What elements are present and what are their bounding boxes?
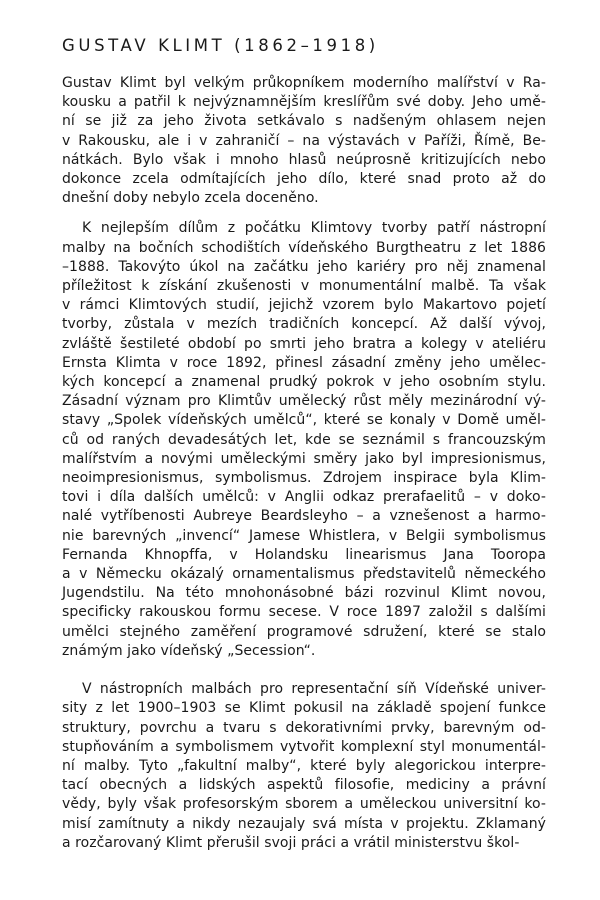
text-line: Gustav Klimt byl velkým průkopníkem moderního malířství v Ra- xyxy=(62,75,546,91)
text-line: tovi i díla dalších umělců: v Anglii odkaz prerafaelitů – v doko- xyxy=(62,489,546,506)
chapter-heading: GUSTAV KLIMT (1862–1918) xyxy=(62,36,379,55)
text-line: kých koncepcí a znamenal prudký pokrok v jeho osobním stylu. xyxy=(62,374,546,391)
text-line: a v Německu okázalý ornamentalismus představitelů německého xyxy=(62,566,546,583)
text-line: specificky rakouskou formu secese. V roce 1897 založil s dalšími xyxy=(62,604,546,621)
text-line: dokonce zcela odmítajících jeho dílo, které snad proto až do xyxy=(62,171,546,188)
text-line: nalé vytříbenosti Aubreye Beardsleyho – a vznešenost a harmo- xyxy=(62,508,546,525)
text-line: ní malby. Tyto „fakultní malby“, které byly alegorickou interpre- xyxy=(62,757,546,774)
text-line: Ernsta Klimta v roce 1892, přinesl zásadní změny jeho umělec- xyxy=(62,354,546,371)
text-line: Jugendstilu. Na této mnohonásobné bázi rozvinul Klimt novou, xyxy=(62,585,546,602)
text-line: –1888. Takovýto úkol na začátku jeho kariéry pro něj znamenal xyxy=(62,258,546,275)
text-line: K nejlepším dílům z počátku Klimtovy tvorby patří nástropní xyxy=(82,220,546,237)
text-line: v rámci Klimtových studií, jejichž vzorem bylo Makartovo pojetí xyxy=(62,297,546,314)
text-line: sity z let 1900–1903 se Klimt pokusil na základě spojení funkce xyxy=(62,700,546,717)
paragraph-3 xyxy=(62,680,546,853)
text-line: zvláště šestileté období po smrti jeho bratra a kolegy v ateliéru xyxy=(62,335,546,352)
text-line: známým jako vídeňský „Secession“. xyxy=(62,642,316,659)
text-line: stavy „Spolek vídeňských umělců“, které se konaly v Domě uměl- xyxy=(62,412,546,429)
text-line: nie barevných „invencí“ Jamese Whistlera, v Belgii symbolismus xyxy=(62,527,546,544)
text-line: neoimpresionismus, symbolismus. Zdrojem inspirace byla Klim- xyxy=(62,470,546,487)
text-line: umělci stejného zaměření programové sdružení, které se stalo xyxy=(62,623,546,640)
text-line: a rozčarovaný Klimt přerušil svoji práci a vrátil ministerstvu škol- xyxy=(62,834,520,851)
text-line: V nástropních malbách pro representační síň Vídeňské univer- xyxy=(82,681,546,698)
text-line: Zásadní význam pro Klimtův umělecký růst měly mezinárodní vý- xyxy=(62,393,546,410)
text-line: ců od raných devadesátých let, kde se seznámil s francouzským xyxy=(62,431,546,448)
text-line: nátkách. Bylo však i mnoho hlasů neúprosně kritizujících nebo xyxy=(62,151,546,168)
text-line: Fernanda Khnopffa, v Holandsku linearismus Jana Tooropa xyxy=(62,546,546,563)
body-text xyxy=(62,74,546,853)
text-line: tací obecných a lidských aspektů filosofie, mediciny a právní xyxy=(62,777,546,794)
text-line: ní se již za jeho života setkávalo s nadšeným ohlasem nejen xyxy=(62,113,546,130)
text-line: malby na bočních schodištích vídeňského Burgtheatru z let 1886 xyxy=(62,239,546,256)
text-line: kousku a patřil k nejvýznamnějším kreslířům své doby. Jeho umě- xyxy=(62,94,546,111)
text-line: dnešní doby nebylo zcela doceněno. xyxy=(62,190,319,207)
text-line: misí zamítnuty a nikdy nezaujaly svá místa v projektu. Zklamaný xyxy=(62,815,546,832)
text-line: stupňováním a symbolismem vytvořit komplexní styl monumentál- xyxy=(62,738,546,755)
text-line: struktury, povrchu a tvaru s dekorativními prvky, barevným od- xyxy=(62,719,546,736)
paragraph-2 xyxy=(62,219,546,661)
text-line: příležitost k získání zkušenosti v monumentální malbě. Ta však xyxy=(62,278,546,295)
paragraph-1 xyxy=(62,74,546,208)
text-line: tvorby, zůstala v mezích tradičních koncepcí. Až další vývoj, xyxy=(62,316,546,333)
text-line: vědy, byly však profesorským sborem a uměleckou universitní ko- xyxy=(62,796,546,813)
text-line: malířstvím a novými uměleckými směry jako byl impresionismus, xyxy=(62,450,546,467)
text-line: v Rakousku, ale i v zahraničí – na výstavách v Paříži, Římě, Be- xyxy=(62,132,546,149)
